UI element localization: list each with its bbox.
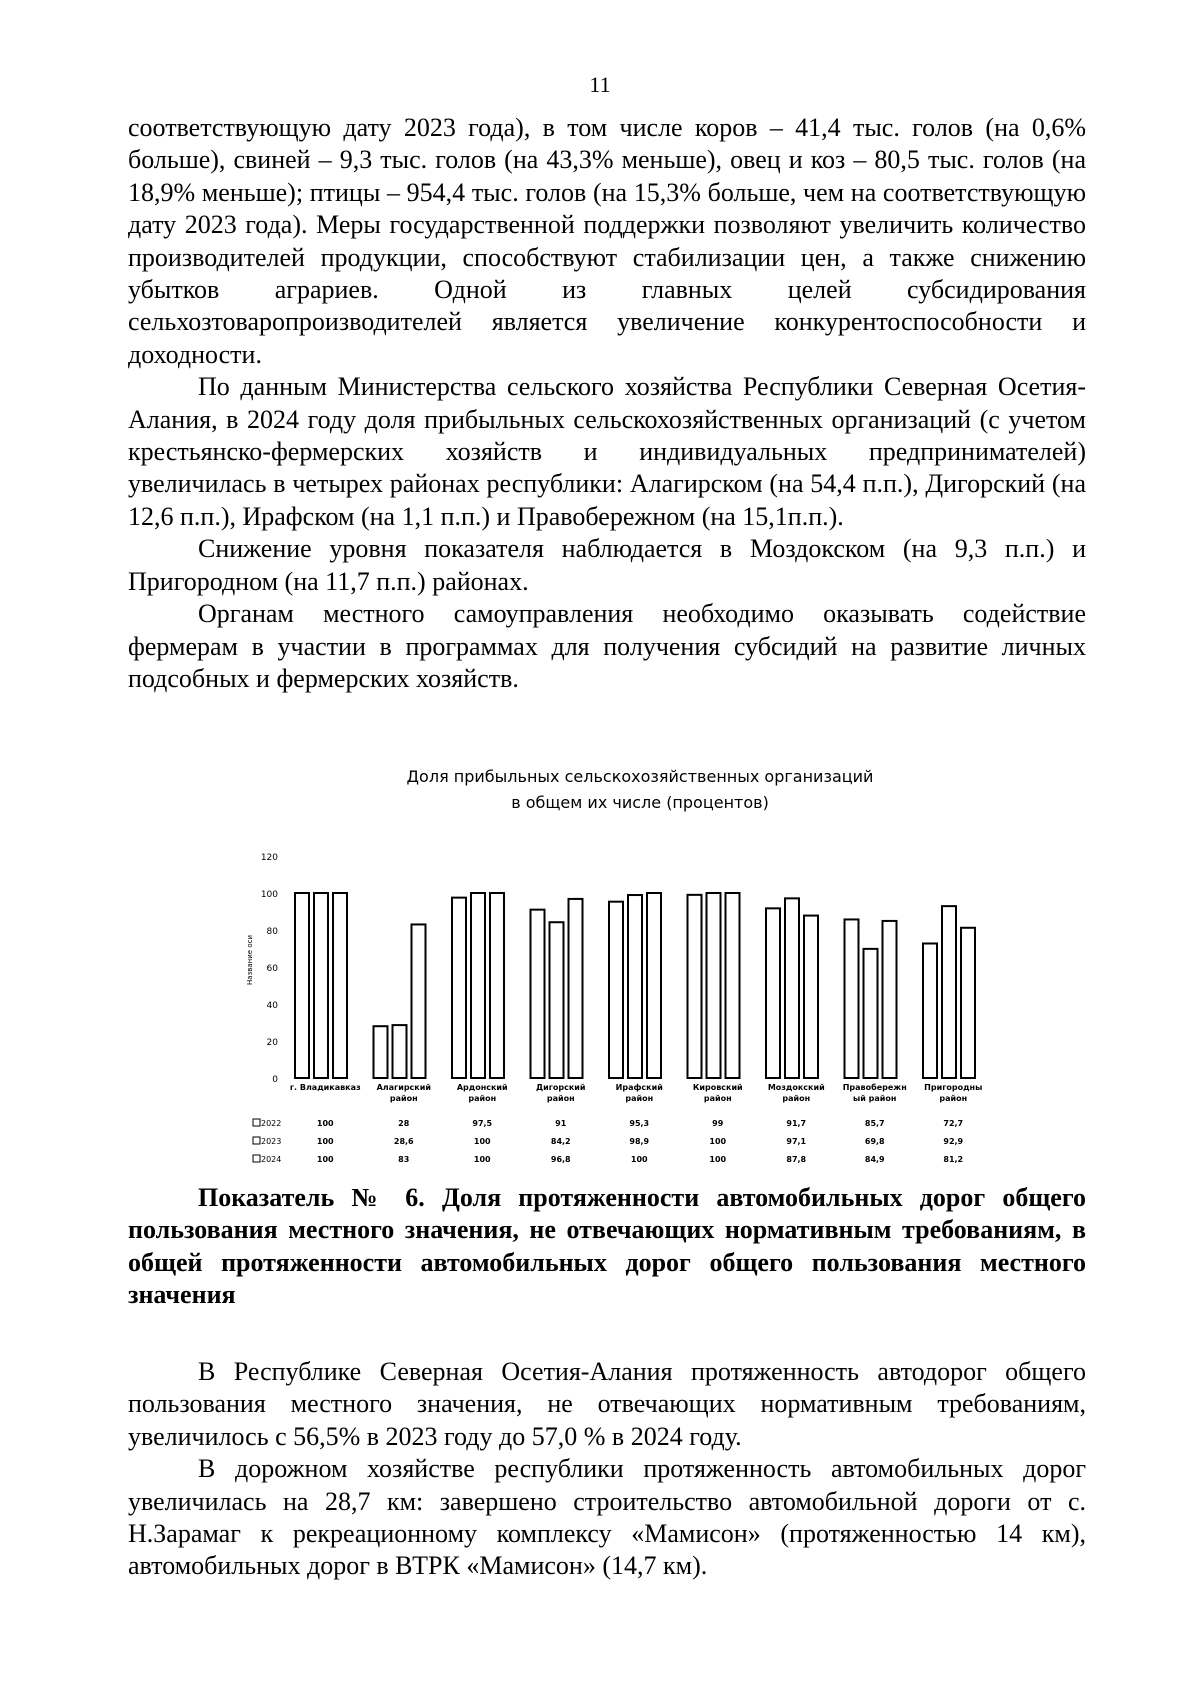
data-table-value: 85,7 — [864, 1119, 885, 1128]
y-tick-label: 120 — [260, 853, 278, 863]
data-table-value: 83 — [398, 1155, 410, 1164]
legend-swatch-2022 — [253, 1119, 260, 1126]
data-table-value: 97,1 — [786, 1137, 807, 1146]
data-table-value: 69,8 — [864, 1137, 885, 1146]
bar-2023 — [393, 1025, 407, 1078]
paragraph: Снижение уровня показателя наблюдается в Моздокском (на 9,3 п.п.) и Пригородном (на 11,7 п.п.) районах. — [128, 534, 1086, 596]
data-table-value: 84,2 — [550, 1137, 571, 1146]
data-table-value: 28 — [398, 1119, 410, 1128]
bar-2022 — [295, 893, 309, 1078]
data-table-value: 91 — [555, 1119, 567, 1128]
bar-2024 — [490, 893, 504, 1078]
bar-2023 — [707, 893, 721, 1078]
data-table-value: 97,5 — [472, 1119, 493, 1128]
bar-2024 — [569, 899, 583, 1078]
y-axis-title: Название оси — [246, 934, 254, 986]
legend-label: 2022 — [261, 1119, 282, 1128]
x-category-label: г. Владикавказ — [289, 1083, 361, 1092]
data-table-value: 96,8 — [550, 1155, 571, 1164]
data-table-value: 99 — [712, 1119, 724, 1128]
bar-2022 — [688, 895, 702, 1078]
bar-2022 — [923, 944, 937, 1078]
x-category-label: Правобережн — [842, 1083, 907, 1092]
x-category-label: Ирафский — [615, 1083, 663, 1092]
data-table-value: 100 — [709, 1155, 727, 1164]
x-category-label: Дигорский — [535, 1083, 586, 1092]
bar-2024 — [883, 921, 897, 1078]
data-table-value: 100 — [316, 1155, 334, 1164]
legend-label: 2024 — [261, 1155, 282, 1164]
data-table-value: 95,3 — [629, 1119, 650, 1128]
paragraph: По данным Министерства сельского хозяйства Республики Северная Осетия-Алания, в 2024 году доля прибыльных сельскохозяйственных организаций (с учетом крестьянско-фермерских хозяйств и индивидуальных предпринимателей) увеличилась в четырех районах республики: Алагирском (на 54,4 п.п.), Дигорский (на 12,6 п.п.), Ирафском (на 1,1 п.п.) и Правобережном (на 15,1п.п.). — [128, 372, 1086, 531]
bar-2023 — [942, 906, 956, 1078]
data-table-value: 98,9 — [629, 1137, 650, 1146]
bar-2022 — [845, 919, 859, 1078]
bar-2024 — [726, 893, 740, 1078]
data-table-value: 100 — [473, 1137, 491, 1146]
y-tick-label: 60 — [266, 964, 278, 974]
legend-swatch-2023 — [253, 1137, 260, 1144]
data-table-value: 72,7 — [943, 1119, 964, 1128]
bar-2024 — [647, 893, 661, 1078]
bar-2023 — [550, 922, 564, 1078]
x-category-label: район — [625, 1094, 654, 1103]
bar-2022 — [766, 908, 780, 1078]
bar-2023 — [864, 949, 878, 1078]
data-table-value: 100 — [709, 1137, 727, 1146]
bar-2023 — [314, 893, 328, 1078]
paragraph: соответствующую дату 2023 года), в том числе коров – 41,4 тыс. голов (на 0,6% больше), свиней – 9,3 тыс. голов (на 43,3% меньше), овец и коз – 80,5 тыс. голов (на 18,9% меньше); птицы – 954,4 тыс. голов (на 15,3% больше, чем на соответствующую дату 2023 года). Меры государственной поддержки позволяют увеличить количество производителей продукции, способствуют стабилизации цен, а также снижению убытков аграриев. Одной из главных целей субсидирования сельхозтоваропроизводителей является увеличение конкурентоспособности и доходности. — [128, 113, 1086, 369]
x-category-label: ый район — [853, 1094, 897, 1103]
data-table-value: 28,6 — [393, 1137, 414, 1146]
data-table-value: 100 — [316, 1137, 334, 1146]
y-tick-label: 20 — [266, 1038, 278, 1048]
page-number: 11 — [589, 72, 611, 97]
bar-2024 — [961, 928, 975, 1078]
bar-2024 — [412, 924, 426, 1078]
paragraph: Органам местного самоуправления необходимо оказывать содействие фермерам в участии в программах для получения субсидий на развитие личных подсобных и фермерских хозяйств. — [128, 599, 1086, 693]
bar-2022 — [609, 902, 623, 1078]
x-category-label: Ардонский — [456, 1083, 508, 1092]
data-table-value: 81,2 — [943, 1155, 964, 1164]
data-table-value: 100 — [316, 1119, 334, 1128]
bar-2022 — [452, 898, 466, 1078]
x-category-label: район — [703, 1094, 732, 1103]
data-table-value: 84,9 — [864, 1155, 885, 1164]
chart-title-line: в общем их числе (процентов) — [511, 793, 769, 812]
x-category-label: Алагирский — [376, 1083, 431, 1092]
chart-title-line: Доля прибыльных сельскохозяйственных организаций — [406, 767, 874, 786]
bar-2022 — [374, 1026, 388, 1078]
x-category-label: район — [389, 1094, 418, 1103]
y-tick-label: 40 — [266, 1001, 278, 1011]
x-category-label: район — [468, 1094, 497, 1103]
paragraph: В Республике Северная Осетия-Алания протяженность автодорог общего пользования местного значения, не отвечающих нормативным требованиям, увеличилось с 56,5% в 2023 году до 57,0 % в 2024 году. — [128, 1357, 1086, 1451]
data-table-value: 91,7 — [786, 1119, 807, 1128]
data-table-value: 100 — [473, 1155, 491, 1164]
x-category-label: Моздокский — [767, 1083, 825, 1092]
bar-2023 — [628, 895, 642, 1078]
data-table-value: 92,9 — [943, 1137, 964, 1146]
body-text-bottom — [128, 1356, 1086, 1583]
y-tick-label: 0 — [272, 1075, 278, 1085]
bar-2023 — [471, 893, 485, 1078]
x-category-label: район — [939, 1094, 968, 1103]
x-category-label: район — [782, 1094, 811, 1103]
bar-2022 — [531, 910, 545, 1078]
x-category-label: Кировский — [692, 1083, 743, 1092]
y-tick-label: 80 — [266, 927, 278, 937]
paragraph: В дорожном хозяйстве республики протяженность автомобильных дорог увеличилась на 28,7 км: завершено строительство автомобильной дороги от с. Н.Зарамаг к рекреационному комплексу «Мамисон» (протяженностью 14 км), автомобильных дорог в ВТРК «Мамисон» (14,7 км). — [128, 1454, 1086, 1581]
section-heading: Показатель № 6. Доля протяженности автомобильных дорог общего пользования местного значения, не отвечающих нормативным требованиям, в общей протяженности автомобильных дорог общего пользования местного значения — [128, 1183, 1086, 1310]
x-category-label: Пригородны — [924, 1083, 983, 1092]
bar-2024 — [333, 893, 347, 1078]
y-tick-label: 100 — [260, 890, 278, 900]
data-table-value: 100 — [630, 1155, 648, 1164]
bar-2024 — [804, 916, 818, 1078]
x-category-label: район — [546, 1094, 575, 1103]
bar-2023 — [785, 898, 799, 1078]
legend-label: 2023 — [261, 1137, 282, 1146]
data-table-value: 87,8 — [786, 1155, 807, 1164]
legend-swatch-2024 — [253, 1155, 260, 1162]
